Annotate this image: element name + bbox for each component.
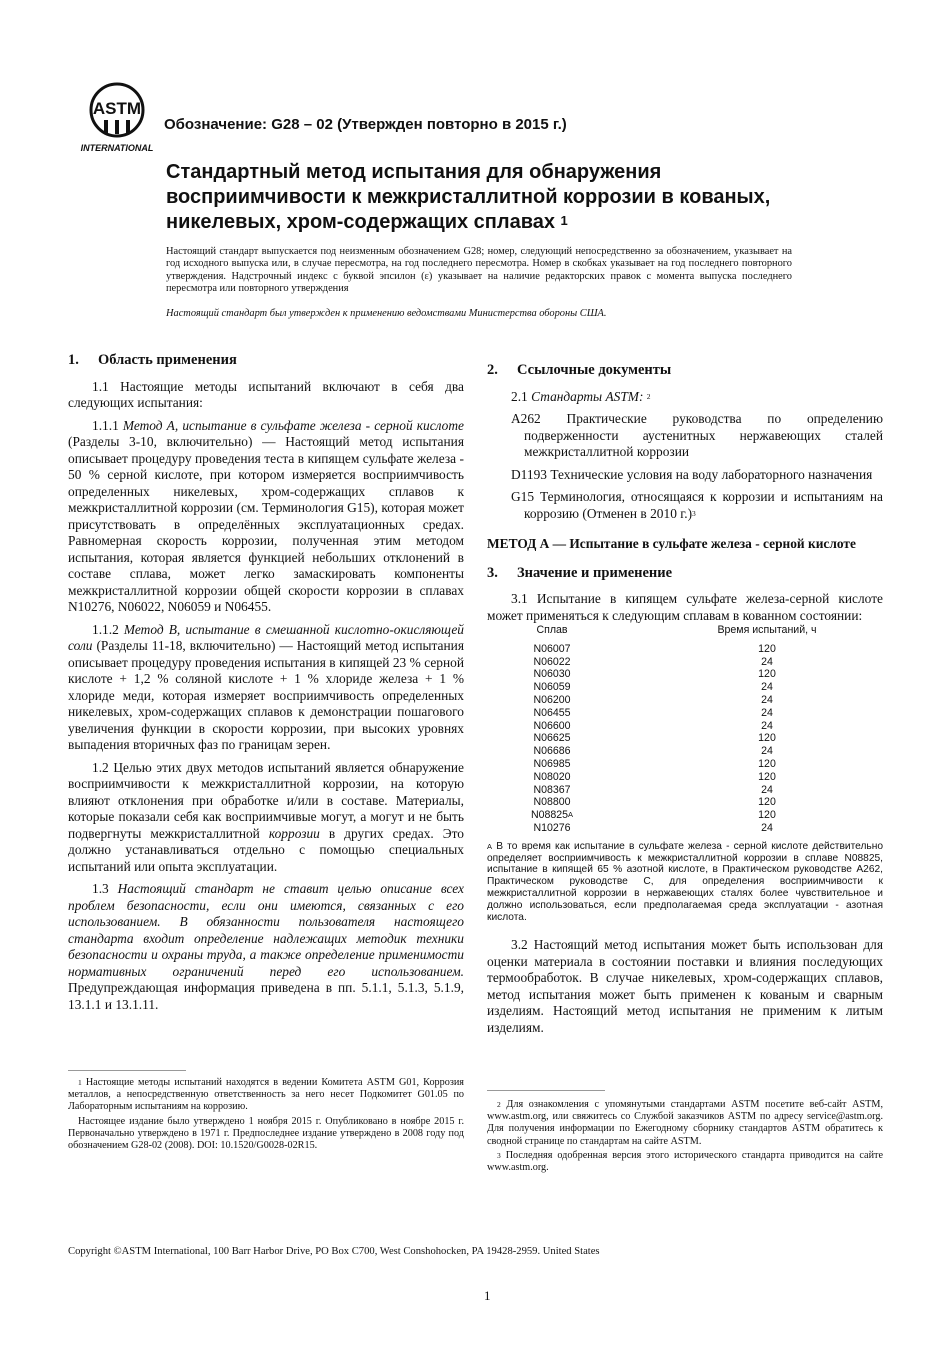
footnote-1: $^1$ Настоящие методы испытаний находятся в ведении Комитета ASTM G01, Коррозия металлов, а непосредственную ответственность за него несет Подкомитет G01.05 по Лабораторным испытаниям на коррозию. [68,1077,464,1113]
para-1-1-2: 1.1.2 Метод В, испытание в смешанной кислотно-окисляющей соли (Разделы 11-18, включительно) — Настоящий метод испытания описывает процедуру проведения испытания в кипящей 23 % серной кислоте + 1,2 % соляной кислоте + 1 % хлориде железа + 1 % хлориде меди, которая измеряет восприимчивость определенных никелевых, хром-содержащих сплавов к демонстрации пошагового увеличения функции в скорости коррозии, при высоких уровнях выпадения вторичных фаз по границам зерен. [68,621,464,752]
para-1-3: 1.3 Настоящий стандарт не ставит целью описание всех проблем безопасности, если они имеются, связанных с его использованием. В обязанности пользователя настоящего стандарта входит определение надлежащих методик техники безопасности и охраны труда, а также определение применимости нормативных ограничений перед его использованием. Предупреждающая информация приведена в пп. 5.1.1, 5.1.3, 5.1.9, 13.1.1 и 13.1.11. [68,881,464,1012]
table-row [487,707,883,720]
designation: Обозначение: G28 – 02 (Утвержден повторно в 2015 г.) [164,116,567,133]
method-a-heading: МЕТОД А — Испытание в сульфате железа - серной кислоте [487,536,856,551]
footnote-rule [68,1070,186,1071]
para-1-2: 1.2 Целью этих двух методов испытаний является обнаружение восприимчивости к межкристаллитной коррозии, на которую влияют отклонения при обработке и/или в составе. Материалы, которые показали себя как восприимчивые могут, а могут и не быть подвергнуты межкристаллитной коррозии в других средах. Это должно устанавливаться отдельно с помощью специальных испытаний или опыта эксплуатации. [68,759,464,874]
table-row [487,809,883,822]
alloy-cell: N08020 [533,770,571,783]
para-3-2: 3.2 Настоящий метод испытания может быть использован для оценки материала в состоянии поставки и влияния последующих термообработок. В случае никелевых, хром-содержащих сплавов, метод испытания может быть применен к кованым и сварным изделиям. Настоящий метод испытания не применим к литым изделиям. [487,937,883,1035]
reference-item: D1193 Технические условия на воду лабораторного назначения [511,466,873,482]
time-cell: 120 [758,732,776,745]
time-cell: 24 [761,821,773,834]
right-footnotes [487,1090,883,1176]
table-row [487,758,883,771]
time-cell: 24 [761,706,773,719]
time-column-header: Время испытаний, ч [717,624,817,636]
time-cell: 120 [758,770,776,783]
table-row [487,720,883,733]
time-cell: 120 [758,796,776,809]
logo-text: ASTM [92,99,142,118]
dod-approval-note: Настоящий стандарт был утвержден к применению ведомствами Министерства обороны США. [166,308,607,319]
alloy-cell: N06059 [533,681,571,694]
table-row [487,656,883,669]
alloy-cell: N06686 [533,745,571,758]
right-column [487,362,883,1042]
footnote-rule [487,1090,605,1091]
table-row [487,745,883,758]
section-1-heading: 1. Область применения [68,352,237,368]
alloy-cell: N08367 [533,783,571,796]
astm-logo [74,80,160,154]
time-cell: 120 [758,809,776,822]
table-header [487,624,883,637]
left-footnotes [68,1070,464,1154]
alloy-cell: N06600 [533,719,571,732]
alloy-cell: N06022 [533,655,571,668]
page-title [166,160,786,235]
table-row [487,771,883,784]
issue-notice: Настоящий стандарт выпускается под неизменным обозначением G28; номер, следующий непосредственно за обозначением, указывает на год исходного выпуска или, в случае пересмотра, на год последнего пересмотра. Номер в скобках указывает на год последнего повторного утверждения. Надстрочный индекс с буквой эпсилон (ε) указывает на наличие редакторских правок с момента выпуска последнего пересмотра или повторного утверждения [166,246,792,294]
alloy-cell: N06455 [533,706,571,719]
alloy-cell: N08800 [533,796,571,809]
alloy-table [487,624,883,835]
alloy-cell: N06985 [533,757,571,770]
time-cell: 24 [761,693,773,706]
section-3-heading: 3. Значение и применение [487,564,673,581]
time-cell: 24 [761,745,773,758]
copyright: Copyright ©ASTM International, 100 Barr Harbor Drive, PO Box C700, West Conshohocken, PA 19428-2959. United States [68,1246,600,1257]
footnote-2: $^2$ Для ознакомления с упомянутыми стандартами ASTM посетите веб-сайт ASTM, www.astm.org, или свяжитесь со Службой заказчиков ASTM по адресу service@astm.org. Для получения информации по Ежегодному сборнику стандартов ASTM обратитесь к сводной странице по стандартам на сайте ASTM. [487,1099,884,1147]
left-column [68,352,464,1019]
table-row [487,796,883,809]
table-row [487,822,883,835]
reference-item: A262 Практические руководства по определению подверженности аустенитных нержавеющих сталей межкристаллитной коррозии [511,411,883,459]
time-cell: 24 [761,783,773,796]
time-cell: 24 [761,655,773,668]
reference-list [511,411,883,522]
table-row [487,681,883,694]
alloy-cell: N06200 [533,693,571,706]
table-row [487,643,883,656]
time-cell: 24 [761,681,773,694]
alloy-cell: N10276 [533,821,571,834]
alloy-cell: N06030 [533,668,571,681]
table-row [487,668,883,681]
reference-item: G15 Терминология, относящаяся к коррозии и испытаниям на коррозию (Отменен в 2010 г.)$^3$ [511,489,883,521]
alloy-column-header: Сплав [536,624,568,636]
table-footnote: $^A$ В то время как испытание в сульфате железа - серной кислоте действительно определяет восприимчивость к межкристаллитной коррозии в сплаве N08825, испытание в кипящей 65 % азотной кислоте, в Практическом руководстве A262, Практическом руководстве C, для определения восприимчивости к межкристаллитной коррозии в нержавеющих сталях более чувствительное и должно использоваться, если предполагаемая среда эксплуатации - азотная кислота. [487,840,883,923]
para-3-1: 3.1 Испытание в кипящем сульфате железа-серной кислоте может применяться к следующим сплавам в кованном состоянии: [487,591,883,623]
table-row [487,694,883,707]
time-cell: 120 [758,668,776,681]
time-cell: 120 [758,757,776,770]
table-row [487,732,883,745]
footnote-3: $^3$ Последняя одобренная версия этого исторического стандарта приводится на сайте www.astm.org. [487,1149,884,1174]
table-row [487,784,883,797]
title-text: Стандартный метод испытания для обнаружения восприимчивости к межкристаллитной коррозии в кованых, никелевых, хром-содержащих сплавах [166,161,771,233]
para-1-1: 1.1 Настоящие методы испытаний включают в себя два следующих испытания: [68,378,464,410]
time-cell: 120 [758,642,776,655]
para-2-1: 2.1 Стандарты ASTM: $^2$ [511,388,651,404]
alloy-cell: N06007 [533,642,571,655]
time-cell: 24 [761,719,773,732]
section-2-heading: 2. Ссылочные документы [487,362,672,378]
para-1-1-1: 1.1.1 Метод А, испытание в сульфате железа - серной кислоте (Разделы 3-10, включительно) — Настоящий метод испытания описывает процедуру проведения теста в кипящем сульфате железа - 50 % серной кислоте, при котором измеряется восприимчивость определенных никелевых, хром-содержащих сплавов к межкристаллитной коррозии (см. Терминология G15), которая может присутствовать в определённых эксплуатационных средах. Равномерная скорость коррозии, полученная этим методом испытания, которая является функцией небольших отклонений в составе сплава, может легко замаскировать компоненты межкристаллитной коррозии общей скорости коррозии в сплавах N10276, N06022, N06059 и N06455. [68,417,464,614]
page-number: 1 [484,1288,491,1303]
logo-international: INTERNATIONAL [80,143,154,153]
title-footnote-mark: 1 [560,213,568,228]
alloy-cell: N06625 [533,732,571,745]
footnote-1-b: Настоящее издание было утверждено 1 ноября 2015 г. Опубликовано в ноябре 2015 г. Первоначально утверждено в 1971 г. Предпоследнее издание утверждено в 2008 году под обозначением G28-02 (2008). DOI: 10.1520/G0028-02R15. [68,1115,464,1152]
alloy-cell: $N08825^A$ [530,809,574,822]
